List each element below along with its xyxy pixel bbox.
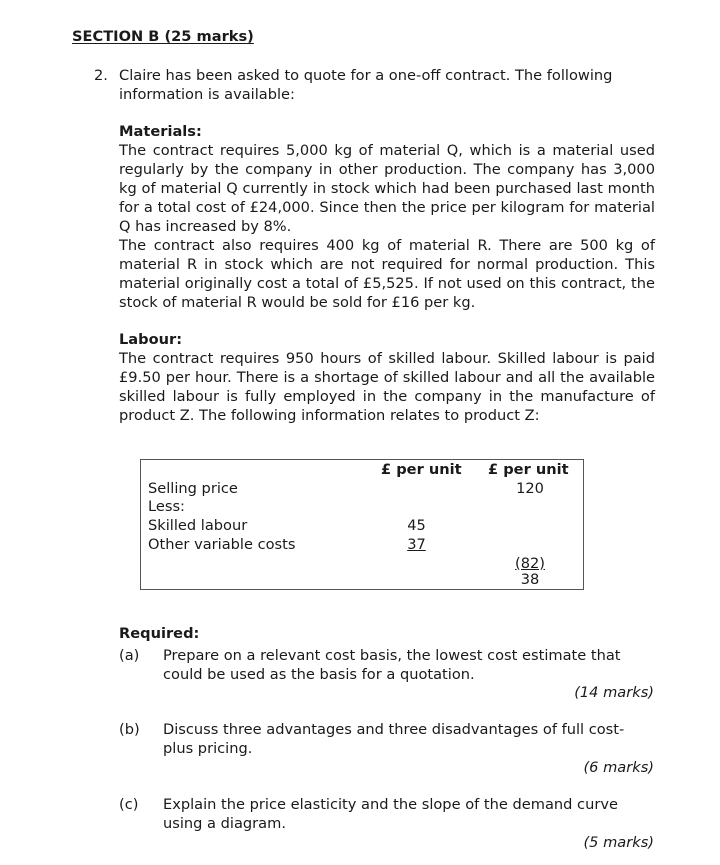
table-header-col1: £ per unit [381,461,462,478]
part-b-marks: (6 marks) [583,759,654,776]
part-c-line: using a diagram. [163,815,286,832]
labour-paragraph: The contract requires 950 hours of skilled labour. Skilled labour is paid £9.50 per hour. There is a shortage of skilled labour and all the available skilled labour is fully employed in the company in the manufacture of product Z. The following information relates to product Z: [119,350,655,424]
row-other-costs-value: 37 [407,536,426,553]
part-b-text [163,720,655,758]
row-skilled-labour-label: Skilled labour [148,517,248,534]
materials-section [119,122,655,312]
part-a-line: Prepare on a relevant cost basis, the lowest cost estimate that [163,647,621,664]
section-title: SECTION B (25 marks) [72,28,254,45]
materials-heading: Materials: [119,123,202,140]
part-c-line: Explain the price elasticity and the slope of the demand curve [163,796,618,813]
part-c-marks: (5 marks) [583,834,654,851]
row-total-costs-value: (82) [515,555,545,572]
row-selling-price-label: Selling price [148,480,238,497]
part-c-label: (c) [119,796,139,813]
required-heading: Required: [119,625,200,642]
part-b-line: Discuss three advantages and three disadvantages of full cost- [163,721,625,738]
intro-line: information is available: [119,86,295,103]
row-less-label: Less: [148,498,185,515]
materials-paragraph-2: The contract also requires 400 kg of material R. There are 500 kg of material R in stock which are not required for normal production. This material originally cost a total of £5,525. If not used on this contract, the stock of material R would be sold for £16 per kg. [119,237,655,311]
labour-section [119,330,655,425]
labour-heading: Labour: [119,331,183,348]
table-header-col2: £ per unit [488,461,569,478]
part-b-label: (b) [119,721,140,738]
row-skilled-labour-value: 45 [407,517,426,534]
part-a-marks: (14 marks) [574,684,654,701]
question-intro [119,66,655,104]
intro-line: Claire has been asked to quote for a one-off contract. The following [119,67,613,84]
materials-paragraph-1: The contract requires 5,000 kg of material Q, which is a material used regularly by the company in other production. The company has 3,000 kg of material Q currently in stock which had been purchased last month for a total cost of £24,000. Since then the price per kilogram for material Q has increased by 8%. [119,142,655,235]
row-other-costs-label: Other variable costs [148,536,296,553]
part-a-label: (a) [119,647,140,664]
part-a-text [163,646,655,684]
part-c-text [163,795,655,833]
row-contribution-value: 38 [520,571,540,588]
question-number: 2. [94,67,108,84]
part-a-line: could be used as the basis for a quotation. [163,666,475,683]
part-b-line: plus pricing. [163,740,253,757]
row-selling-price-value: 120 [516,480,544,497]
